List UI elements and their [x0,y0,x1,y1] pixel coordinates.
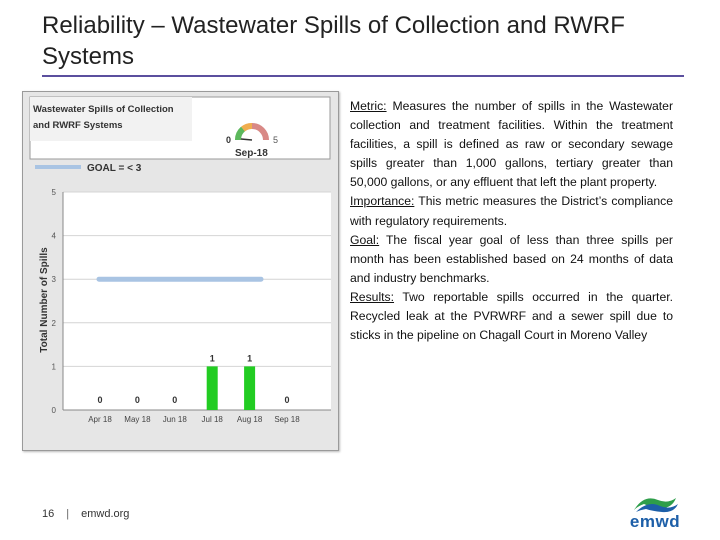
data-label: 0 [172,395,178,405]
data-label: 1 [209,353,215,364]
y-tick-label: 1 [51,362,56,372]
footer [42,508,129,520]
x-tick-label: Jun 18 [162,415,187,424]
y-tick-label: 2 [51,318,56,328]
bar-aug-18 [244,366,255,410]
y-tick-label: 4 [51,231,56,241]
metric-label: Metric: [350,99,387,113]
logo-text: emwd [629,512,681,531]
legend-goal-label: GOAL = < 3 [87,163,142,174]
chart-svg [23,92,338,450]
results-label: Results: [350,289,395,304]
data-label: 1 [247,353,253,364]
goal-label: Goal: [350,232,380,247]
data-label: 0 [134,395,140,405]
gauge-max-label: 5 [273,135,279,145]
results-paragraph [350,288,673,345]
x-tick-label: Sep 18 [274,415,300,424]
data-label: 0 [97,395,103,405]
y-tick-label: 5 [51,188,56,197]
y-axis-label: Total Number of Spills [39,247,50,353]
x-tick-label: Jul 18 [201,415,223,424]
chart-title-line1: Wastewater Spills of Collection [33,104,174,115]
x-tick-label: May 18 [124,415,151,424]
data-label: 0 [284,395,290,405]
footer-separator: | [66,508,70,520]
y-tick-label: 0 [51,406,56,415]
page-number: 16 [42,508,55,520]
gauge-min-label: 0 [226,135,232,145]
metric-paragraph [350,97,673,192]
gauge-period-label: Sep-18 [235,148,268,159]
metric-text: Measures the number of spills in the Wastewater collection and treatment facilities. Within the treatment facilities, a spill is defined as raw or secondary sewage spills greater than 1,000 gallons, tertiary greater than 50,000 gallons, or any effluent that left the plant property. [350,99,673,190]
results-text: Two reportable spills occurred in the quarter. Recycled leak at the PVRWRF and a sewer spill due to sticks in the pipeline on Chagall Court in Moreno Valley [350,289,673,343]
y-tick-label: 3 [51,275,56,285]
chart-panel [22,91,339,451]
emwd-logo [622,492,688,532]
bar-jul-18 [207,366,218,410]
footer-url: emwd.org [81,508,130,520]
x-tick-label: Aug 18 [236,415,263,424]
goal-text: The fiscal year goal of less than three spills per month has been established based on 24 months of data and industry benchmarks. [350,232,673,285]
importance-paragraph [350,192,673,230]
x-tick-label: Apr 18 [88,415,112,424]
chart-title-line2: and RWRF Systems [33,120,123,131]
importance-label: Importance: [350,194,415,209]
plot-area [63,192,331,410]
slide-title: Reliability – Wastewater Spills of Collection and RWRF Systems [42,12,625,70]
logo-wave-icon [622,492,688,514]
title-divider [42,75,684,77]
importance-text: This metric measures the District’s compliance with regulatory requirements. [350,194,673,228]
description-text [350,97,673,345]
goal-paragraph [350,231,673,288]
